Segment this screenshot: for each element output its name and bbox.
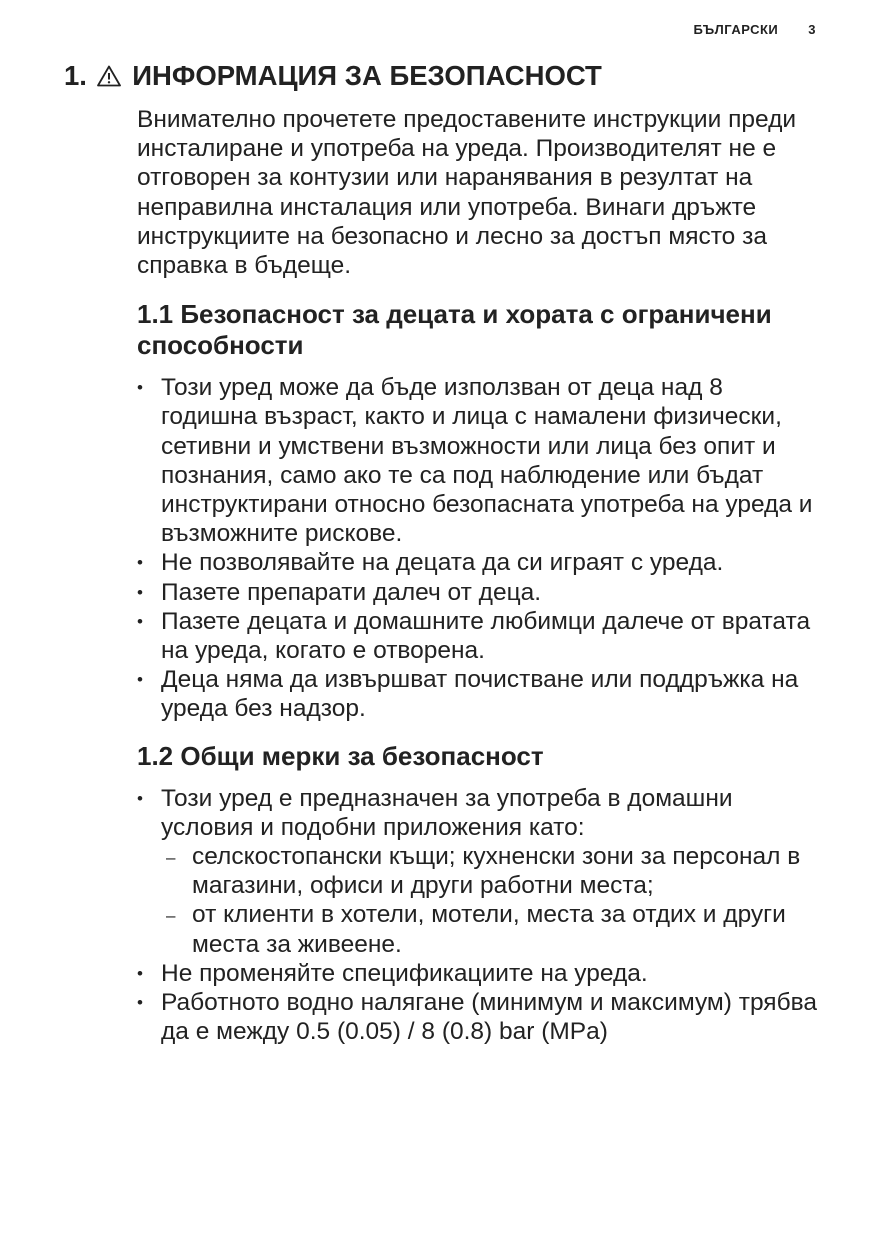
list-item: • Пазете препарати далеч от деца.: [137, 578, 817, 607]
general-safety-list: [137, 784, 817, 1047]
intro-paragraph: Внимателно прочетете предоставените инструкции преди инсталиране и употреба на уреда. Производителят не е отговорен за контузии или наранявания в резултат на неправилна инсталация или употреба. Винаги дръжте инструкциите на безопасно и лесно за достъп място за справка в бъдеще.: [137, 106, 797, 280]
list-item-text: Този уред е предназначен за употреба в домашни условия и подобни приложения като:: [161, 784, 733, 841]
list-item: • Работното водно налягане (минимум и максимум) трябва да е между 0.5 (0.05) / 8 (0.8) bar (MPa): [137, 988, 817, 1046]
child-safety-list: [137, 373, 817, 723]
section-number: 1.: [64, 60, 87, 91]
sub-list-item: – от клиенти в хотели, мотели, места за отдих и други места за живеене.: [161, 900, 817, 958]
list-item: • Не променяйте спецификациите на уреда.: [137, 959, 817, 988]
sub-list-item: – селскостопански къщи; кухненски зони за персонал в магазини, офиси и други работни места;: [161, 842, 817, 900]
list-item: • Този уред може да бъде използван от деца над 8 годишна възраст, както и лица с намалени физически, сетивни и умствени възможности или лица без опит и познания, само ако те са под наблюдение или бъдат инструктирани относно безопасната употреба на уреда и възможните рискове.: [137, 373, 817, 548]
list-item: • Пазете децата и домашните любимци далече от вратата на уреда, когато е отворена.: [137, 607, 817, 665]
page-header: [694, 22, 816, 37]
list-item: [137, 784, 817, 959]
section-title: [64, 60, 602, 94]
subsection-title: 1.2 Общи мерки за безопасност: [137, 740, 544, 771]
section-title-text: ИНФОРМАЦИЯ ЗА БЕЗОПАСНОСТ: [132, 60, 602, 91]
subsection-title: 1.1 Безопасност за децата и хората с ограничени способности: [137, 299, 772, 361]
warning-triangle-icon: [97, 62, 121, 94]
list-item: • Деца няма да извършват почистване или поддръжка на уреда без надзор.: [137, 665, 817, 723]
sub-list: [161, 842, 817, 959]
content: [137, 105, 817, 1046]
page-number: 3: [808, 22, 816, 37]
header-language: БЪЛГАРСКИ: [693, 22, 779, 37]
list-item: • Не позволявайте на децата да си играят с уреда.: [137, 548, 817, 577]
